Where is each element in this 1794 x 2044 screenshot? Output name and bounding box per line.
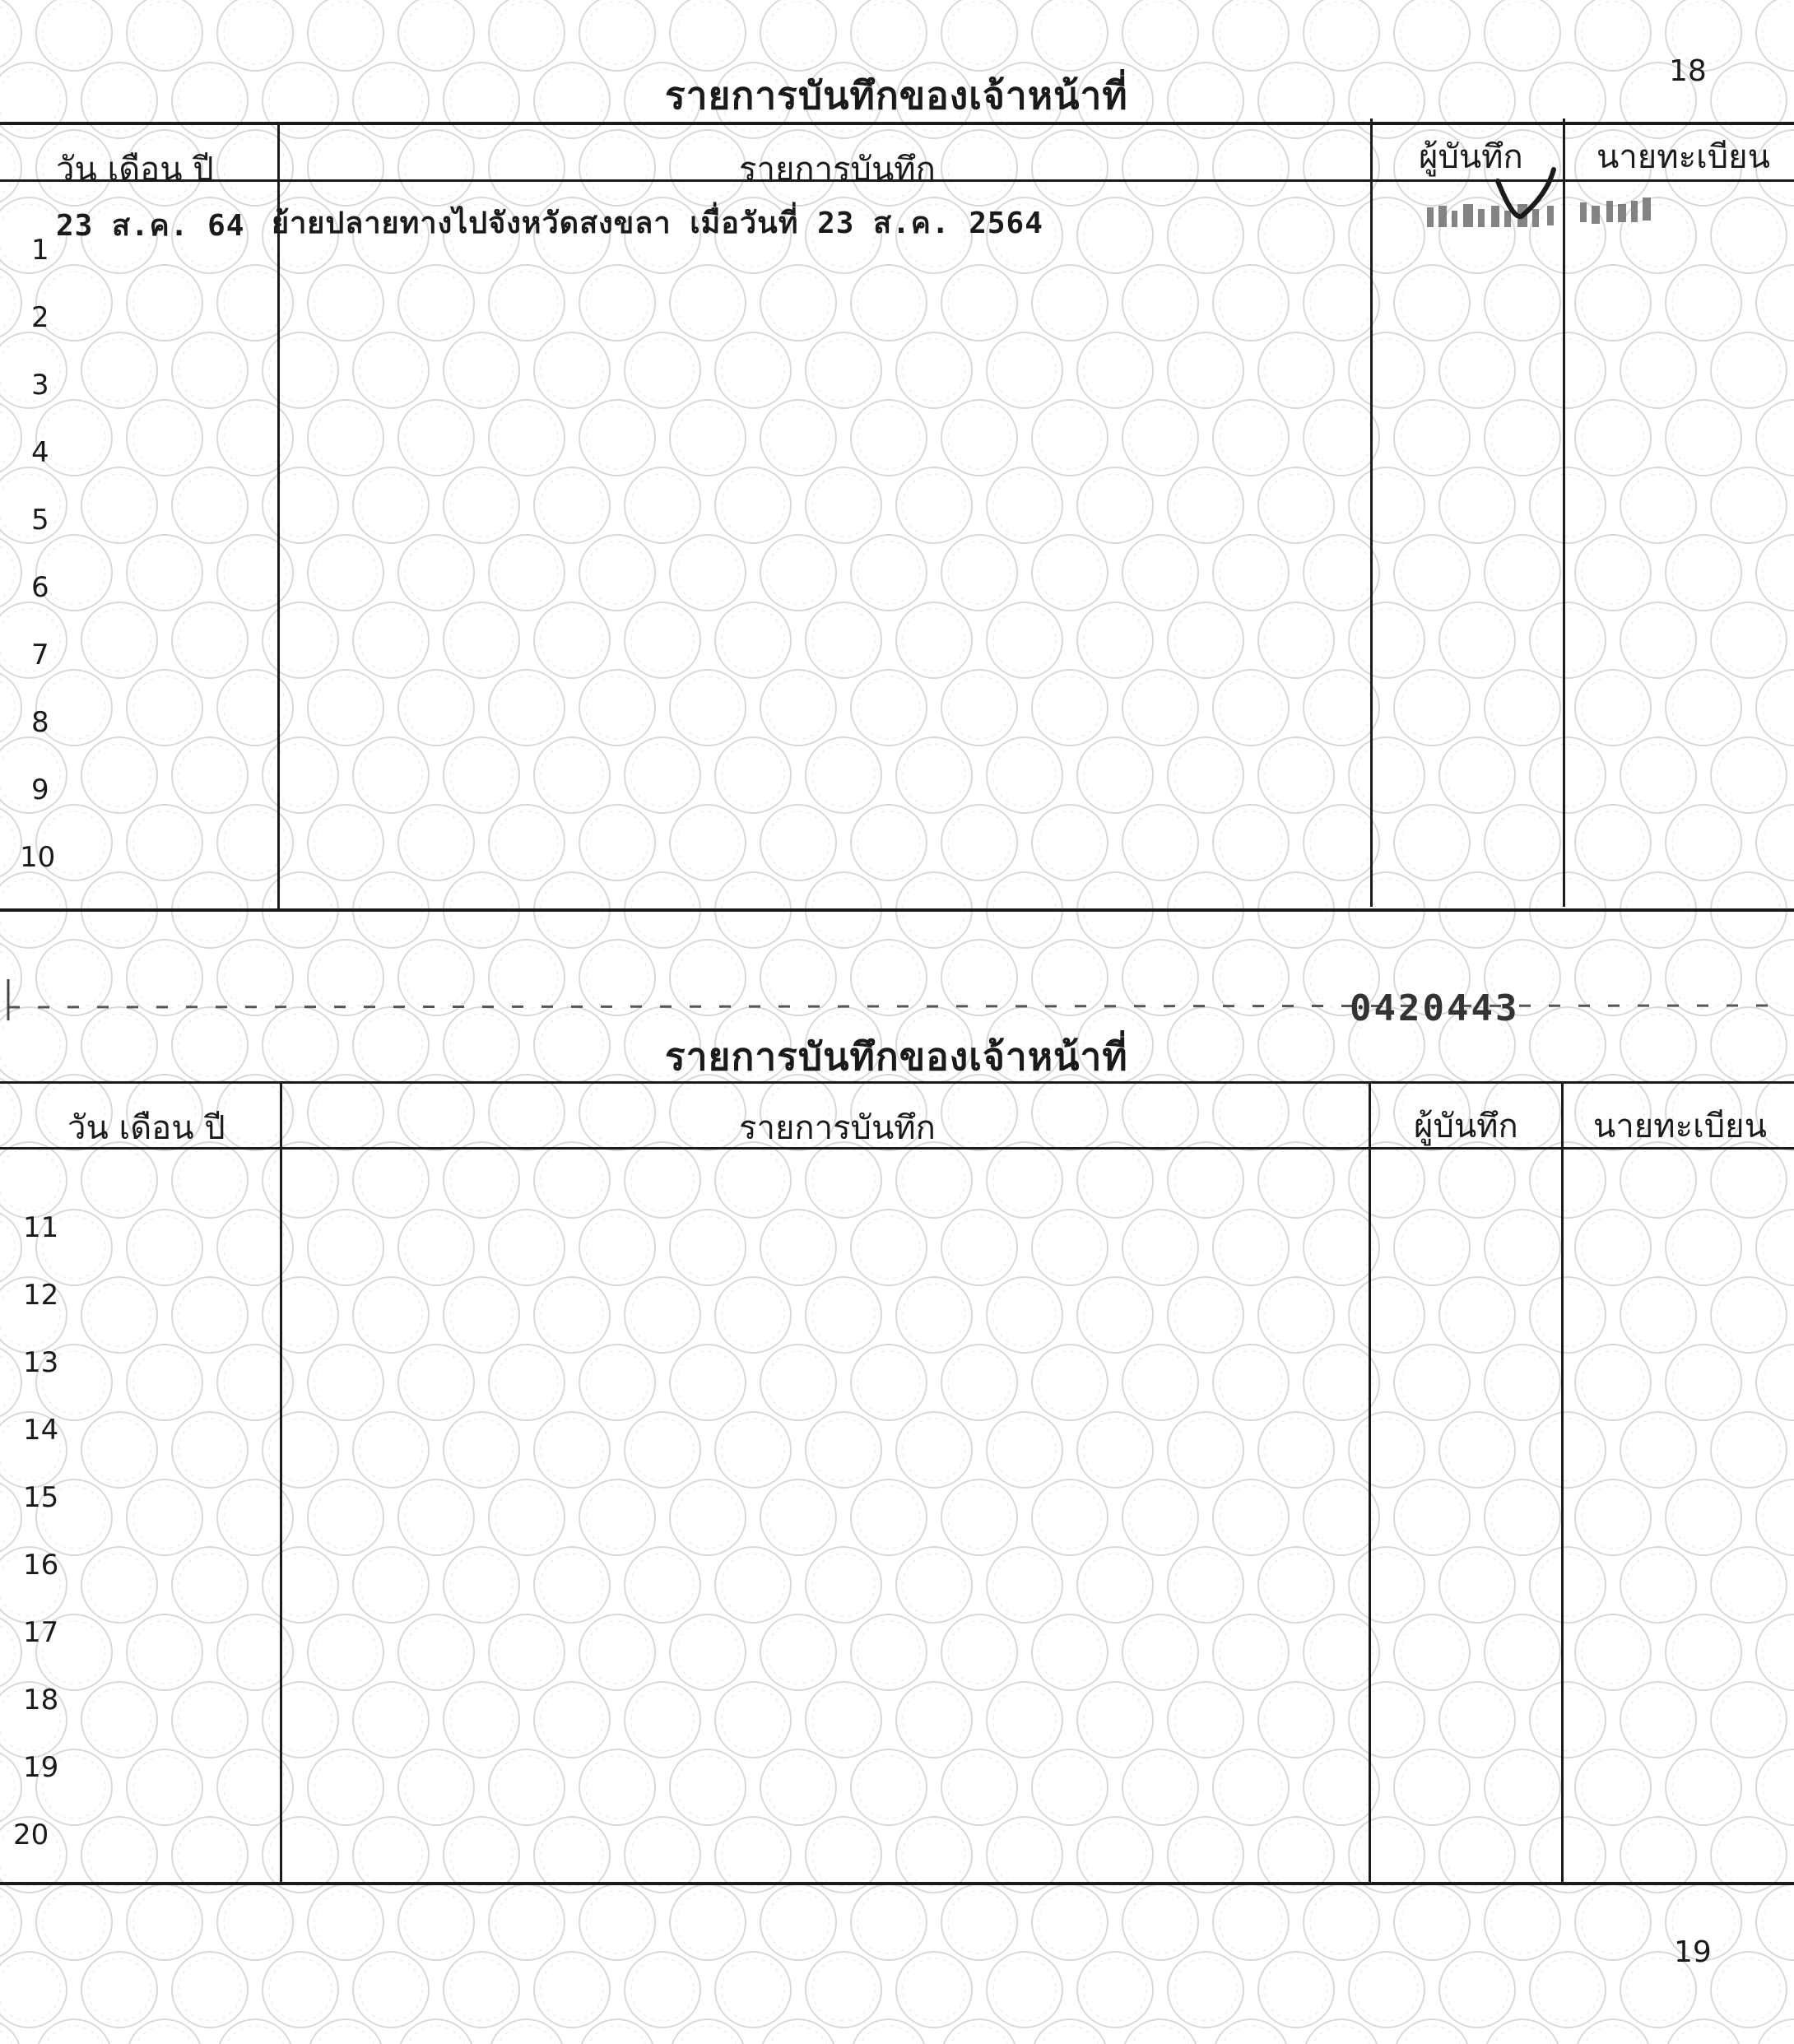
row-number: 15 (23, 1481, 59, 1514)
row-number: 19 (23, 1751, 59, 1784)
row-number: 8 (31, 706, 49, 739)
header-registrar-bottom: นายทะเบียน (1593, 1108, 1767, 1145)
row-number: 11 (23, 1211, 59, 1244)
serial-number: 0420443 (1350, 987, 1520, 1029)
row-number: 18 (23, 1684, 59, 1716)
row-number: 4 (31, 436, 49, 469)
row-number: 10 (20, 841, 56, 874)
header-record-bottom: รายการบันทึก (739, 1109, 936, 1147)
col-divider-recorder-bottom (1369, 1083, 1371, 1884)
col-divider-registrar-bottom (1561, 1083, 1564, 1884)
row-number: 2 (31, 301, 49, 334)
header-registrar-top: นายทะเบียน (1596, 138, 1770, 176)
row-number: 13 (23, 1346, 59, 1379)
row-number: 9 (31, 773, 49, 806)
entry-text: ย้ายปลายทางไปจังหวัดสงขลา เมื่อวันที่ 23 ส.ค. 2564 (272, 207, 1043, 240)
row-number: 5 (31, 504, 49, 537)
page-number-bottom: 19 (1674, 1935, 1712, 1969)
page-number-top: 18 (1669, 54, 1707, 88)
col-divider-recorder-top (1370, 118, 1373, 907)
row-number: 16 (23, 1549, 59, 1582)
row-number: 3 (31, 369, 49, 402)
header-date-top: วัน เดือน ปี (56, 151, 214, 188)
row-number: 20 (13, 1819, 49, 1851)
col-divider-date-bottom (280, 1083, 282, 1884)
section-title-top: รายการบันทึกของเจ้าหน้าที่ (665, 73, 1128, 118)
header-recorder-top: ผู้บันทึก (1419, 138, 1523, 176)
row-number: 14 (23, 1414, 59, 1447)
section-title-bottom: รายการบันทึกของเจ้าหน้าที่ (665, 1034, 1128, 1079)
row-number: 6 (31, 571, 49, 604)
table-bottom-border-top (0, 908, 1794, 912)
header-recorder-bottom: ผู้บันทึก (1414, 1108, 1518, 1145)
header-date-bottom: วัน เดือน ปี (67, 1109, 225, 1147)
row-number: 12 (23, 1279, 59, 1312)
row-number: 7 (31, 639, 49, 671)
row-number: 1 (31, 234, 49, 267)
table-bottom-border-bottom (0, 1882, 1794, 1885)
row-number: 17 (23, 1616, 59, 1649)
header-record-top: รายการบันทึก (739, 151, 936, 188)
entry-date: 23 ส.ค. 64 (56, 209, 245, 243)
recorder-stamp-icon (1424, 165, 1695, 239)
